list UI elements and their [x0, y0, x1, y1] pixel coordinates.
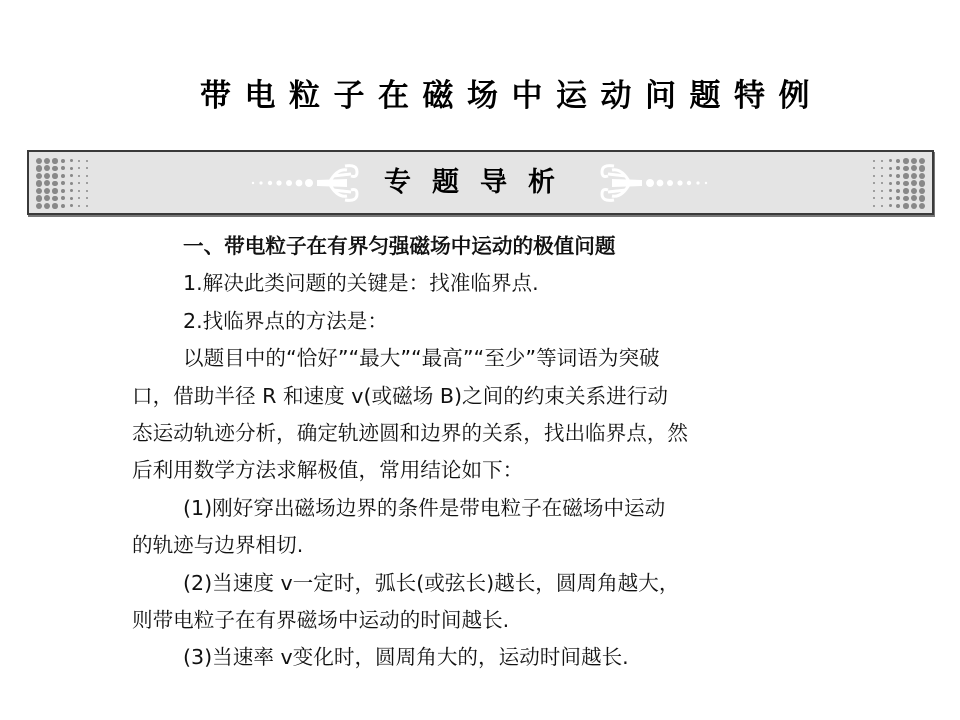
- paragraph-line: 2.找临界点的方法是：: [183, 308, 388, 333]
- section-heading: 一、带电粒子在有界匀强磁场中运动的极值问题: [183, 234, 616, 258]
- paragraph-line: (1)刚好穿出磁场边界的条件是带电粒子在磁场中运动: [183, 495, 666, 520]
- paragraph-line: 口，借助半径 R 和速度 v(或磁场 B)之间的约束关系进行动: [132, 383, 668, 408]
- dot-pattern-left-icon: [35, 157, 91, 210]
- page-title: 带电粒子在磁场中运动问题特例: [200, 78, 823, 114]
- paragraph-line: 后利用数学方法求解极值，常用结论如下：: [132, 458, 524, 483]
- paragraph-line: (3)当速率 v变化时，圆周角大的，运动时间越长.: [183, 645, 629, 670]
- dot-pattern-right-icon: [870, 157, 926, 210]
- paragraph-line: 的轨迹与边界相切.: [132, 533, 304, 558]
- ornament-left-icon: [247, 160, 367, 206]
- section-banner: [27, 150, 934, 215]
- paragraph-line: 以题目中的“恰好”“最大”“最高”“至少”等词语为突破: [183, 346, 660, 371]
- paragraph-line: (2)当速度 v一定时，弧长(或弦长)越长，圆周角越大，: [183, 570, 680, 595]
- ornament-right-icon: [592, 160, 712, 206]
- paragraph-line: 态运动轨迹分析，确定轨迹圆和边界的关系，找出临界点，然: [132, 421, 689, 446]
- paragraph-line: 1.解决此类问题的关键是：找准临界点.: [183, 271, 539, 296]
- content-body: [132, 228, 780, 677]
- paragraph-line: 则带电粒子在有界磁场中运动的时间越长.: [132, 608, 510, 633]
- banner-title: 专题导析: [384, 167, 576, 198]
